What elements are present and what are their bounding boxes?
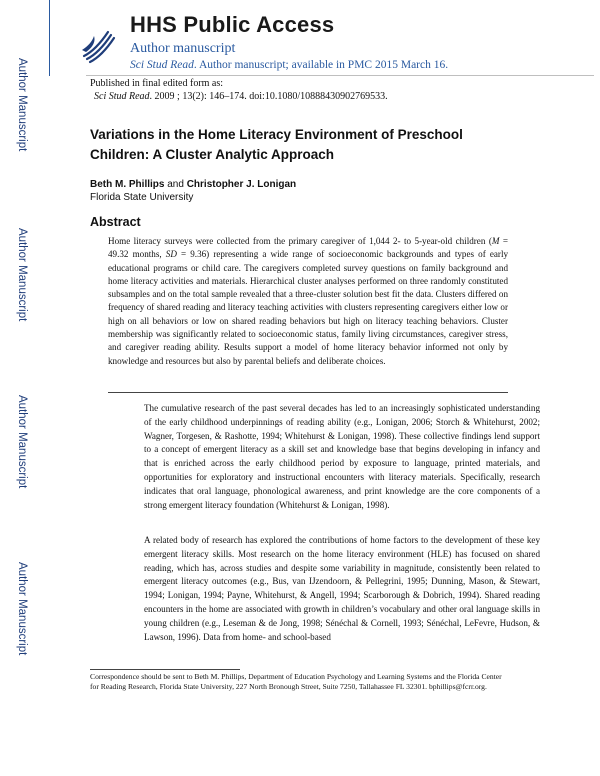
abstract-heading: Abstract (90, 215, 141, 229)
availability-line (130, 59, 448, 71)
hhs-eagle-logo-icon (78, 26, 118, 66)
author-manuscript-label: Author Manuscript (16, 562, 28, 656)
header-divider (49, 0, 50, 76)
article-title: Variations in the Home Literacy Environment of Preschool Children: A Cluster Analytic Approach (90, 127, 463, 162)
abstract-part: = 49.32 months, (108, 236, 508, 260)
abstract-rule (108, 392, 508, 393)
hhs-public-access-title: HHS Public Access (130, 12, 335, 37)
abstract-part: = 9.36) representing a wide range of socioeconomic backgrounds and types of early educational programs or child care. The caregivers completed survey questions on family background and home literacy activities and materials. Hierarchical cluster analyses performed on three randomly constituted subsamples and on the total sample revealed that a three-cluster solution best fit the data. Clusters differed on frequency of shared reading and literacy teaching activities with clusters representing caregivers either low or high on all behaviors or low on shared reading behaviors but high on literacy teaching behaviors. Cluster membership was significantly related to socioeconomic status, family living circumstances, caregiver stress, and caregiver reading ability. Results support a model of home literacy behavior informed not only by knowledge and resources but also by parental beliefs and deliberate choices. (108, 249, 509, 366)
correspondence-footnote: Correspondence should be sent to Beth M. Phillips, Department of Education Psychology and Learning Systems and the Florida Center for Reading Research, Florida State University, 227 North Bronough Street, Suite 7250, Tallahassee FL 32301. bphillips@fcrr.org. (90, 672, 502, 691)
availability-text: . Author manuscript; available in PMC 2015 March 16. (193, 59, 449, 71)
author-manuscript-label: Author Manuscript (16, 228, 28, 322)
citation (90, 91, 388, 104)
author-manuscript-label: Author Manuscript (16, 395, 28, 489)
sidebar (0, 0, 40, 776)
author-2: Christopher J. Lonigan (186, 179, 297, 190)
author-and: and (164, 179, 187, 190)
publication-info (90, 78, 388, 103)
body-paragraph-1: The cumulative research of the past several decades has led to an increasingly sophisticated understanding of the early childhood underpinnings of reading ability (e.g., Lonigan, 2006; Storch & Whitehurst, 2002; Wagner, Torgesen, & Rashotte, 1994; Whitehurst & Lonigan, 1998). These collective findings lend support to a concept of emergent literacy as a skill set and knowledge base that begins developing in infancy and that is enriched across the early childhood period by exposure to language, printed materials, and opportunities for exploratory and instructional encounters with literacy materials. Specifically, research indicates that oral language, phonological awareness, and print knowledge are the core components of a strong emergent literacy foundation (Whitehurst & Lonigan, 1998). (144, 403, 540, 510)
published-label: Published in final edited form as: (90, 78, 224, 89)
author-1: Beth M. Phillips (90, 179, 165, 190)
citation-text: . 2009 ; 13(2): 146–174. doi:10.1080/10888430902769533. (149, 90, 388, 102)
header-rule (86, 75, 594, 76)
affiliation: Florida State University (90, 192, 194, 203)
footnote-rule (90, 669, 240, 670)
abstract-sd-symbol: SD (165, 249, 177, 260)
author-manuscript-subtitle: Author manuscript (130, 41, 236, 56)
abstract-text (108, 235, 508, 368)
abstract-mean-symbol: M (491, 236, 500, 246)
header (72, 4, 582, 74)
author-manuscript-label: Author Manuscript (16, 58, 28, 152)
body-paragraph-2: A related body of research has explored the contributions of home factors to the development of these key emergent literacy skills. Most research on the home literacy environment (HLE) has focused on shared reading, which has, across studies and despite some variability in magnitude, consistently been related to emergent literacy outcomes (e.g., Bus, van IJzendoorn, & Pellegrini, 1995; Dunning, Mason, & Stewart, 1994; Lonigan, 1994; Payne, Whitehurst, & Angell, 1994; Scarborough & Dobrich, 1994). Shared reading encounters in the home are associated with growth in children’s vocabulary and other oral language skills in young children (e.g., Leseman & de Jong, 1998; Sénéchal & Cornell, 1993; Sénéchal, LeFevre, Hudson, & Lawson, 1996). Data from home- and school-based (144, 535, 540, 642)
abstract-part: Home literacy surveys were collected from the primary caregiver of 1,044 2- to 5-year-old children ( (108, 236, 492, 246)
author-block (90, 178, 296, 204)
author-line (90, 178, 296, 191)
citation-journal: Sci Stud Read (94, 90, 150, 102)
journal-abbrev: Sci Stud Read (130, 59, 194, 71)
